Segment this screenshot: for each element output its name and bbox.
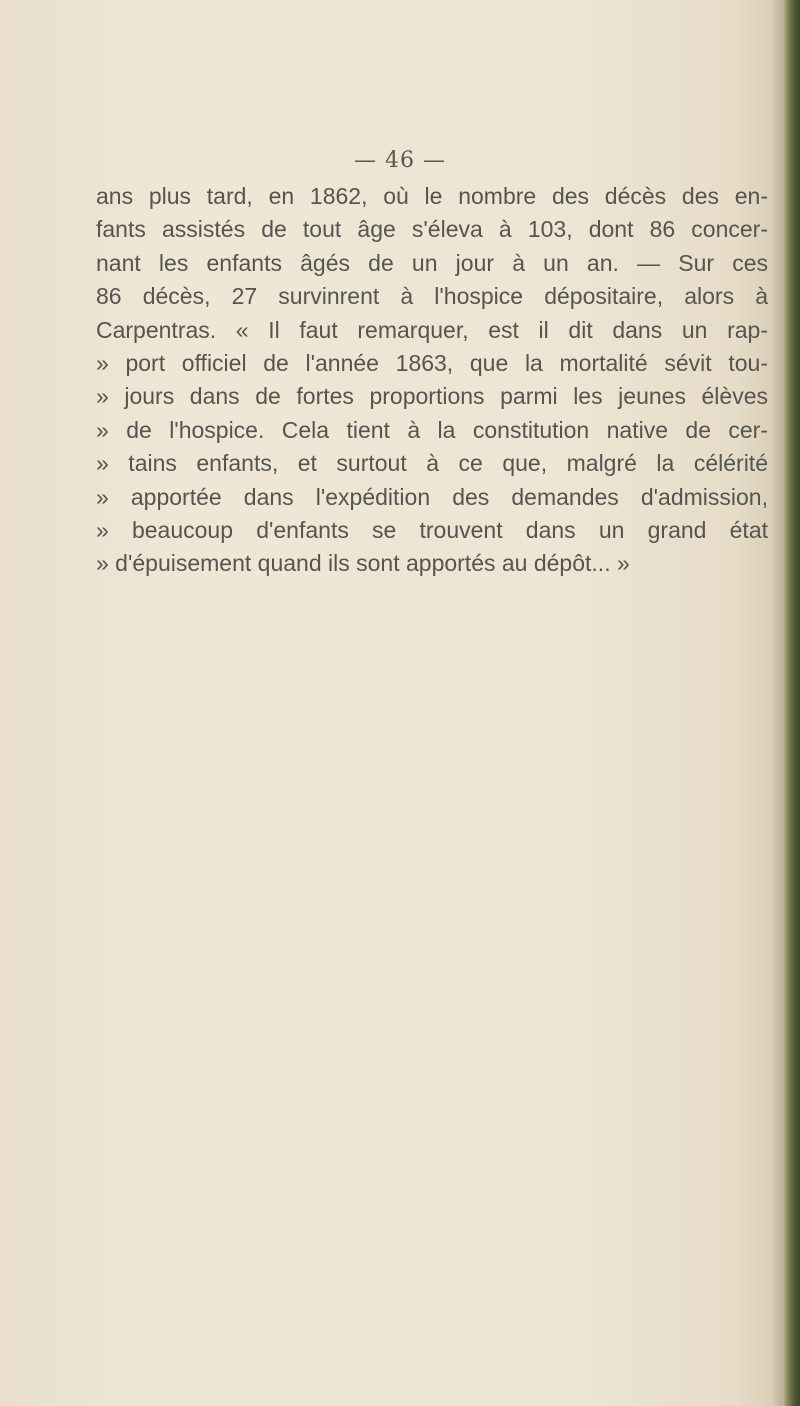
text-line: 86 décès, 27 survinrent à l'hospice dépositaire, alors à [96, 283, 768, 310]
text-line: » jours dans de fortes proportions parmi les jeunes élèves [96, 383, 768, 410]
text-line: » tains enfants, et surtout à ce que, malgré la célérité [96, 450, 768, 477]
text-line: fants assistés de tout âge s'éleva à 103, dont 86 concer- [96, 216, 768, 243]
text-line: » apportée dans l'expédition des demandes d'admission, [96, 483, 768, 510]
page-number: — 46 — [354, 148, 446, 173]
text-line: » de l'hospice. Cela tient à la constitution native de cer- [96, 416, 768, 443]
text-line: » beaucoup d'enfants se trouvent dans un grand état [96, 516, 768, 543]
book-binding-edge [782, 0, 800, 1406]
binding-shadow [772, 0, 782, 1406]
body-text [96, 180, 768, 581]
text-line: » port officiel de l'année 1863, que la mortalité sévit tou- [96, 349, 768, 376]
text-line: nant les enfants âgés de un jour à un an. — Sur ces [96, 249, 768, 276]
text-line: ans plus tard, en 1862, où le nombre des décès des en- [96, 183, 768, 209]
text-line: Carpentras. « Il faut remarquer, est il dit dans un rap- [96, 316, 768, 343]
text-line: » d'épuisement quand ils sont apportés au dépôt... » [96, 550, 630, 577]
